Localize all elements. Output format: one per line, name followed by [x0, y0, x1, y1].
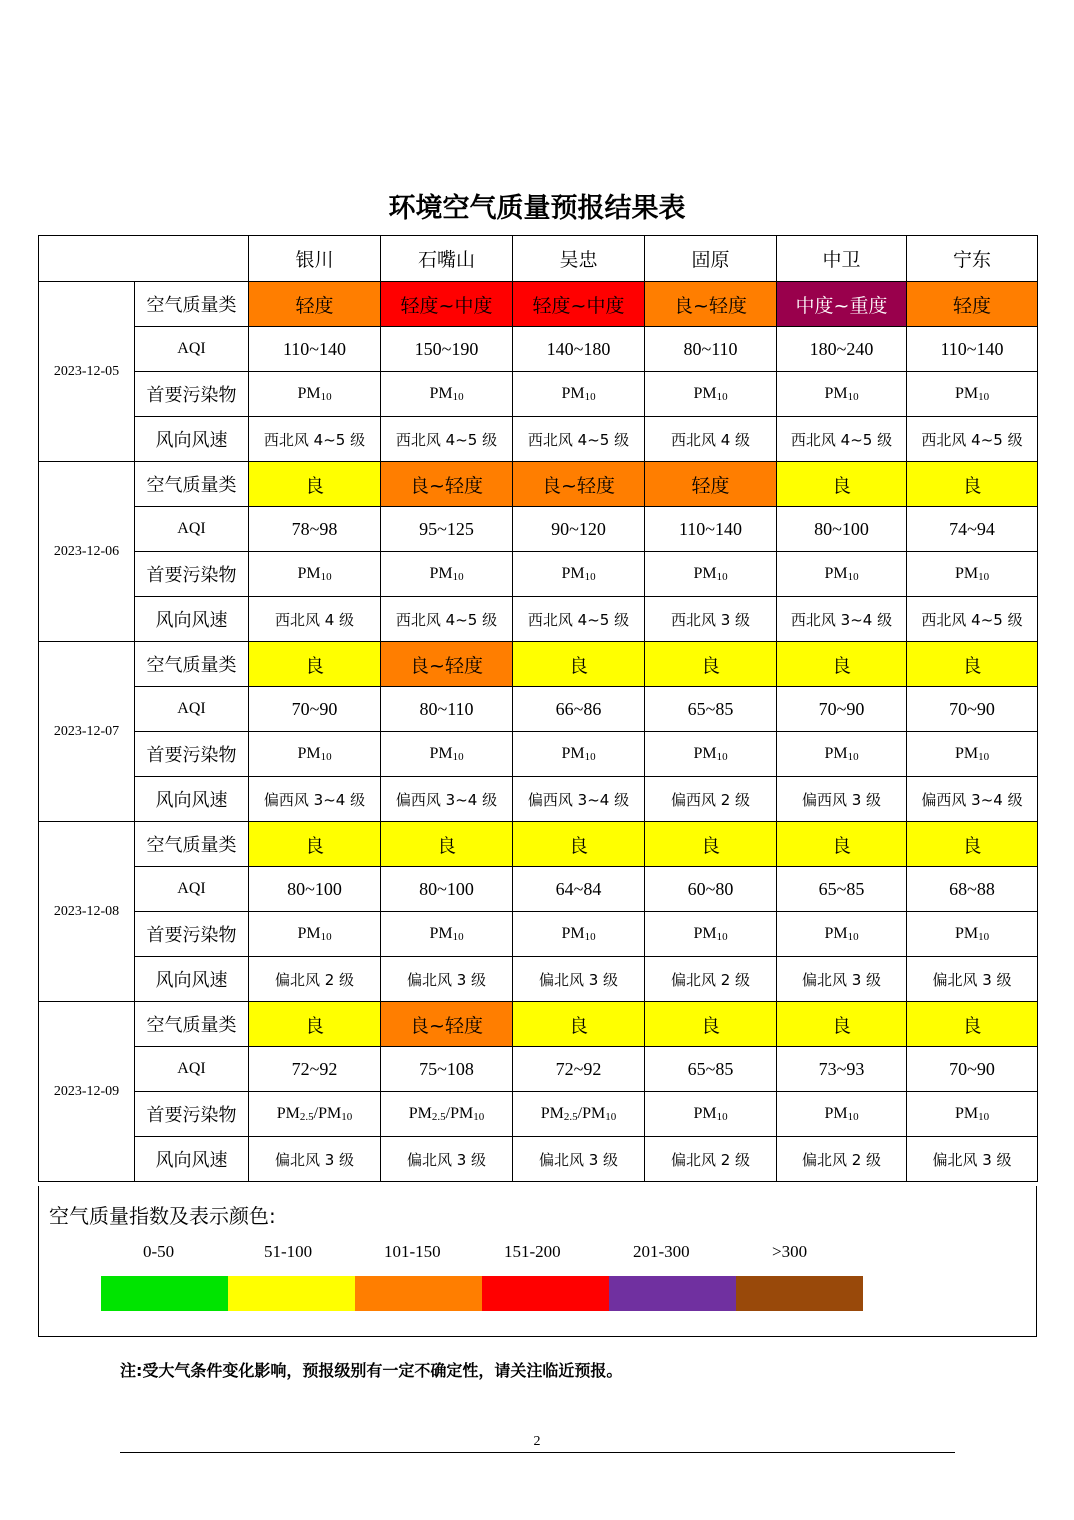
row-label-wind: 风向风速 [135, 777, 249, 822]
wind-cell: 西北风 4 级 [249, 597, 381, 642]
row-label-category: 空气质量类 [135, 642, 249, 687]
forecast-table [38, 235, 1038, 1182]
page-title: 环境空气质量预报结果表 [388, 193, 686, 224]
aqi-range-cell: 110~140 [249, 327, 381, 372]
day-category-row [39, 1002, 1038, 1047]
day-pollutant-row [39, 732, 1038, 777]
row-label-wind: 风向风速 [135, 1137, 249, 1182]
wind-cell: 偏北风 2 级 [645, 1137, 777, 1182]
primary-pollutant-cell: $PM_{10}$ [777, 912, 907, 957]
primary-pollutant-cell: $PM_{10}$ [381, 552, 513, 597]
wind-cell: 偏北风 3 级 [381, 957, 513, 1002]
row-label-category: 空气质量类 [135, 462, 249, 507]
wind-cell: 西北风 4~5 级 [381, 597, 513, 642]
primary-pollutant-cell: $PM_{10}$ [907, 1092, 1038, 1137]
forecast-note: 注:受大气条件变化影响，预报级别有一定不确定性，请关注临近预报。 [120, 1361, 623, 1380]
quality-category-cell: 良 [513, 1002, 645, 1047]
primary-pollutant-cell: $PM_{10}$ [777, 552, 907, 597]
aqi-range-cell: 80~110 [381, 687, 513, 732]
wind-cell: 偏北风 2 级 [645, 957, 777, 1002]
legend-swatch [609, 1276, 736, 1311]
primary-pollutant-cell: $PM_{10}$ [777, 732, 907, 777]
quality-category-cell: 良 [907, 822, 1038, 867]
primary-pollutant-cell: $PM_{10}$ [645, 372, 777, 417]
row-label-wind: 风向风速 [135, 417, 249, 462]
primary-pollutant-cell: $PM_{10}$ [381, 732, 513, 777]
row-label-category: 空气质量类 [135, 822, 249, 867]
wind-cell: 偏北风 3 级 [381, 1137, 513, 1182]
legend-swatch [228, 1276, 355, 1311]
quality-category-cell: 良 [777, 822, 907, 867]
row-label-category: 空气质量类 [135, 282, 249, 327]
wind-cell: 偏北风 3 级 [777, 957, 907, 1002]
wind-cell: 偏西风 2 级 [645, 777, 777, 822]
quality-category-cell: 良~轻度 [381, 1002, 513, 1047]
quality-category-cell: 良 [645, 822, 777, 867]
wind-cell: 偏西风 3~4 级 [907, 777, 1038, 822]
row-label-pollutant: 首要污染物 [135, 552, 249, 597]
primary-pollutant-cell: $PM_{10}$ [907, 732, 1038, 777]
legend-swatch [355, 1276, 482, 1311]
aqi-range-cell: 60~80 [645, 867, 777, 912]
quality-category-cell: 良 [777, 462, 907, 507]
day-wind-row [39, 777, 1038, 822]
primary-pollutant-cell: $PM_{10}$ [249, 732, 381, 777]
aqi-range-cell: 80~110 [645, 327, 777, 372]
day-category-row [39, 462, 1038, 507]
aqi-range-cell: 110~140 [645, 507, 777, 552]
city-header: 吴忠 [513, 236, 645, 282]
day-pollutant-row [39, 552, 1038, 597]
row-label-pollutant: 首要污染物 [135, 912, 249, 957]
aqi-legend [38, 1186, 1037, 1337]
aqi-range-cell: 80~100 [777, 507, 907, 552]
city-header: 宁东 [907, 236, 1038, 282]
wind-cell: 偏北风 3 级 [513, 1137, 645, 1182]
quality-category-cell: 良 [249, 822, 381, 867]
aqi-range-cell: 95~125 [381, 507, 513, 552]
primary-pollutant-cell: $PM_{10}$ [645, 1092, 777, 1137]
aqi-range-cell: 70~90 [907, 687, 1038, 732]
row-label-category: 空气质量类 [135, 1002, 249, 1047]
aqi-range-cell: 180~240 [777, 327, 907, 372]
day-aqi-row [39, 867, 1038, 912]
wind-cell: 西北风 4 级 [645, 417, 777, 462]
primary-pollutant-cell: $PM_{10}$ [907, 912, 1038, 957]
wind-cell: 偏北风 3 级 [249, 1137, 381, 1182]
city-header: 石嘴山 [381, 236, 513, 282]
primary-pollutant-cell: $PM_{10}$ [513, 912, 645, 957]
forecast-date: 2023-12-09 [39, 1002, 135, 1182]
row-label-pollutant: 首要污染物 [135, 372, 249, 417]
footer-rule [120, 1452, 955, 1453]
city-header: 固原 [645, 236, 777, 282]
quality-category-cell: 良~轻度 [645, 282, 777, 327]
city-header: 银川 [249, 236, 381, 282]
quality-category-cell: 良 [381, 822, 513, 867]
primary-pollutant-cell: $PM_{10}$ [249, 372, 381, 417]
wind-cell: 西北风 4~5 级 [513, 417, 645, 462]
quality-category-cell: 良~轻度 [381, 642, 513, 687]
aqi-range-cell: 72~92 [249, 1047, 381, 1092]
primary-pollutant-cell: $PM_{2.5}/PM_{10}$ [381, 1092, 513, 1137]
day-pollutant-row [39, 372, 1038, 417]
legend-swatch [101, 1276, 228, 1311]
quality-category-cell: 良 [249, 462, 381, 507]
aqi-range-cell: 140~180 [513, 327, 645, 372]
primary-pollutant-cell: $PM_{10}$ [381, 372, 513, 417]
aqi-range-cell: 78~98 [249, 507, 381, 552]
primary-pollutant-cell: $PM_{10}$ [645, 552, 777, 597]
aqi-range-cell: 72~92 [513, 1047, 645, 1092]
legend-range-label: >300 [772, 1242, 808, 1261]
aqi-range-cell: 64~84 [513, 867, 645, 912]
row-label-aqi: AQI [135, 687, 249, 732]
primary-pollutant-cell: $PM_{2.5}/PM_{10}$ [513, 1092, 645, 1137]
aqi-range-cell: 75~108 [381, 1047, 513, 1092]
quality-category-cell: 良 [249, 642, 381, 687]
primary-pollutant-cell: $PM_{10}$ [777, 1092, 907, 1137]
day-category-row [39, 282, 1038, 327]
aqi-range-cell: 80~100 [381, 867, 513, 912]
wind-cell: 偏西风 3~4 级 [249, 777, 381, 822]
day-pollutant-row [39, 1092, 1038, 1137]
quality-category-cell: 轻度 [249, 282, 381, 327]
quality-category-cell: 良 [645, 1002, 777, 1047]
aqi-range-cell: 70~90 [907, 1047, 1038, 1092]
day-wind-row [39, 597, 1038, 642]
wind-cell: 西北风 3~4 级 [777, 597, 907, 642]
wind-cell: 西北风 4~5 级 [907, 417, 1038, 462]
quality-category-cell: 良 [777, 642, 907, 687]
quality-category-cell: 良 [907, 462, 1038, 507]
primary-pollutant-cell: $PM_{10}$ [907, 552, 1038, 597]
forecast-date: 2023-12-05 [39, 282, 135, 462]
aqi-range-cell: 150~190 [381, 327, 513, 372]
row-label-pollutant: 首要污染物 [135, 1092, 249, 1137]
legend-range-label: 201-300 [633, 1242, 690, 1261]
day-aqi-row [39, 507, 1038, 552]
header-row [39, 236, 1038, 282]
aqi-range-cell: 70~90 [777, 687, 907, 732]
primary-pollutant-cell: $PM_{10}$ [513, 372, 645, 417]
day-wind-row [39, 417, 1038, 462]
row-label-wind: 风向风速 [135, 957, 249, 1002]
aqi-range-cell: 80~100 [249, 867, 381, 912]
row-label-aqi: AQI [135, 867, 249, 912]
aqi-range-cell: 110~140 [907, 327, 1038, 372]
row-label-pollutant: 首要污染物 [135, 732, 249, 777]
wind-cell: 偏北风 3 级 [513, 957, 645, 1002]
day-aqi-row [39, 687, 1038, 732]
primary-pollutant-cell: $PM_{2.5}/PM_{10}$ [249, 1092, 381, 1137]
day-wind-row [39, 957, 1038, 1002]
wind-cell: 偏西风 3~4 级 [381, 777, 513, 822]
wind-cell: 西北风 4~5 级 [907, 597, 1038, 642]
aqi-range-cell: 74~94 [907, 507, 1038, 552]
wind-cell: 偏北风 2 级 [777, 1137, 907, 1182]
legend-swatch [736, 1276, 863, 1311]
day-pollutant-row [39, 912, 1038, 957]
day-category-row [39, 822, 1038, 867]
wind-cell: 西北风 4~5 级 [249, 417, 381, 462]
quality-category-cell: 良~轻度 [381, 462, 513, 507]
wind-cell: 偏西风 3~4 级 [513, 777, 645, 822]
day-aqi-row [39, 327, 1038, 372]
legend-range-label: 51-100 [264, 1242, 313, 1261]
legend-range-label: 151-200 [504, 1242, 561, 1261]
page-number: 2 [533, 1434, 541, 1449]
primary-pollutant-cell: $PM_{10}$ [249, 552, 381, 597]
quality-category-cell: 良~轻度 [513, 462, 645, 507]
primary-pollutant-cell: $PM_{10}$ [513, 552, 645, 597]
row-label-wind: 风向风速 [135, 597, 249, 642]
aqi-range-cell: 73~93 [777, 1047, 907, 1092]
quality-category-cell: 轻度 [645, 462, 777, 507]
aqi-range-cell: 66~86 [513, 687, 645, 732]
row-label-aqi: AQI [135, 327, 249, 372]
legend-title: 空气质量指数及表示颜色: [49, 1204, 276, 1228]
wind-cell: 偏西风 3 级 [777, 777, 907, 822]
quality-category-cell: 良 [907, 642, 1038, 687]
wind-cell: 西北风 3 级 [645, 597, 777, 642]
primary-pollutant-cell: $PM_{10}$ [381, 912, 513, 957]
primary-pollutant-cell: $PM_{10}$ [777, 372, 907, 417]
quality-category-cell: 良 [907, 1002, 1038, 1047]
quality-category-cell: 轻度~中度 [381, 282, 513, 327]
quality-category-cell: 良 [645, 642, 777, 687]
legend-swatch [482, 1276, 609, 1311]
primary-pollutant-cell: $PM_{10}$ [645, 912, 777, 957]
aqi-range-cell: 65~85 [645, 1047, 777, 1092]
forecast-date: 2023-12-07 [39, 642, 135, 822]
quality-category-cell: 良 [777, 1002, 907, 1047]
legend-range-label: 0-50 [143, 1242, 175, 1261]
primary-pollutant-cell: $PM_{10}$ [249, 912, 381, 957]
quality-category-cell: 中度~重度 [777, 282, 907, 327]
row-label-aqi: AQI [135, 507, 249, 552]
day-category-row [39, 642, 1038, 687]
quality-category-cell: 良 [249, 1002, 381, 1047]
primary-pollutant-cell: $PM_{10}$ [645, 732, 777, 777]
primary-pollutant-cell: $PM_{10}$ [513, 732, 645, 777]
aqi-range-cell: 68~88 [907, 867, 1038, 912]
wind-cell: 西北风 4~5 级 [381, 417, 513, 462]
row-label-aqi: AQI [135, 1047, 249, 1092]
header-blank [39, 236, 249, 282]
aqi-range-cell: 65~85 [645, 687, 777, 732]
city-header: 中卫 [777, 236, 907, 282]
aqi-range-cell: 90~120 [513, 507, 645, 552]
primary-pollutant-cell: $PM_{10}$ [907, 372, 1038, 417]
wind-cell: 西北风 4~5 级 [777, 417, 907, 462]
quality-category-cell: 良 [513, 822, 645, 867]
wind-cell: 偏北风 2 级 [249, 957, 381, 1002]
aqi-range-cell: 70~90 [249, 687, 381, 732]
quality-category-cell: 轻度~中度 [513, 282, 645, 327]
day-wind-row [39, 1137, 1038, 1182]
wind-cell: 偏北风 3 级 [907, 957, 1038, 1002]
wind-cell: 西北风 4~5 级 [513, 597, 645, 642]
quality-category-cell: 轻度 [907, 282, 1038, 327]
aqi-range-cell: 65~85 [777, 867, 907, 912]
forecast-date: 2023-12-08 [39, 822, 135, 1002]
day-aqi-row [39, 1047, 1038, 1092]
forecast-date: 2023-12-06 [39, 462, 135, 642]
wind-cell: 偏北风 3 级 [907, 1137, 1038, 1182]
legend-range-label: 101-150 [384, 1242, 441, 1261]
quality-category-cell: 良 [513, 642, 645, 687]
